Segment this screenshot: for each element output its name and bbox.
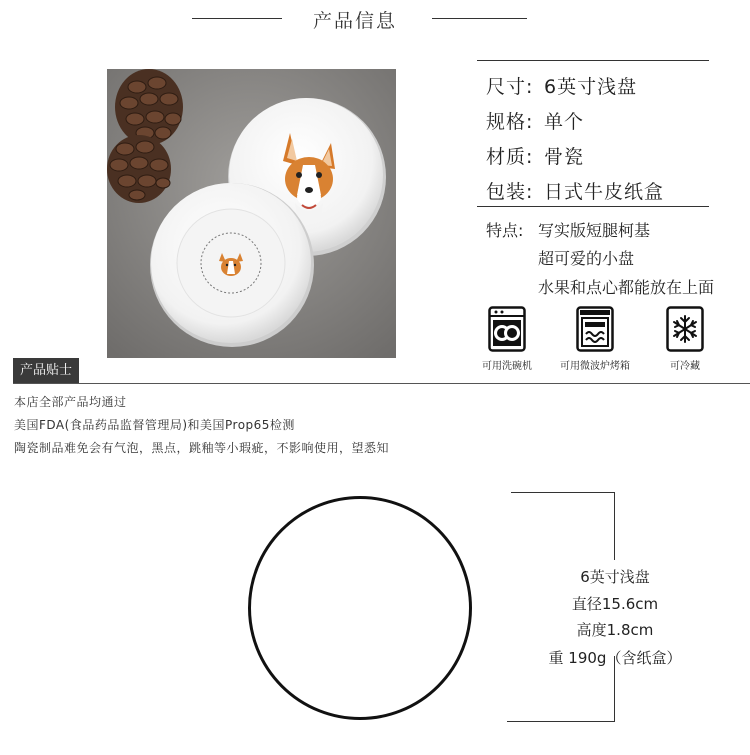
- spec-rule-top: [477, 60, 709, 61]
- product-photo: [107, 69, 396, 358]
- spec-row-quantity: [486, 107, 584, 134]
- feature-line: 写实版短腿柯基: [538, 221, 651, 240]
- dimension-line: 高度1.8cm: [576, 621, 654, 639]
- dimension-line: 6英寸浅盘: [580, 568, 650, 586]
- pinecone-top: [115, 69, 183, 145]
- freezer-icon: [666, 306, 704, 352]
- spec-rule-bottom: [477, 206, 709, 207]
- section-title: 产品信息: [312, 10, 397, 32]
- spec-value: 日式牛皮纸盒: [544, 181, 665, 203]
- tip-line: 美国FDA(食品药品监督管理局)和美国Prop65检测: [14, 418, 295, 432]
- spec-value: 单个: [544, 111, 585, 133]
- feature-line: 超可爱的小盘: [538, 249, 635, 268]
- microwave-icon: [576, 306, 614, 352]
- feature-line: 水果和点心都能放在上面: [538, 278, 715, 297]
- dimension-line: 重 190g（含纸盒）: [548, 649, 682, 667]
- dimension-bracket-top: [511, 492, 614, 493]
- spec-row-size: [486, 72, 637, 99]
- plate-back-view: [150, 183, 314, 347]
- dishwasher-caption: 可用洗碗机: [482, 361, 532, 372]
- title-rule-right: [432, 18, 527, 19]
- spec-row-packaging: [486, 177, 664, 204]
- dimension-bracket-right-top: [614, 492, 615, 560]
- tip-line: 本店全部产品均通过: [14, 395, 127, 409]
- spec-key: 规格:: [486, 111, 534, 133]
- spec-value: 6英寸浅盘: [544, 76, 638, 98]
- dimension-line: 直径15.6cm: [571, 595, 659, 613]
- tips-tag: 产品贴士: [13, 358, 79, 383]
- dishwasher-icon: [488, 306, 526, 352]
- spec-key: 包装:: [486, 181, 534, 203]
- dimension-bracket-bottom: [507, 721, 615, 722]
- pinecone-bottom: [107, 135, 171, 203]
- microwave-caption: 可用微波炉烤箱: [560, 361, 630, 372]
- plate-outline-circle: [248, 496, 472, 720]
- freezer-caption: 可冷藏: [670, 361, 700, 372]
- spec-key: 材质:: [486, 146, 534, 168]
- spec-row-material: [486, 142, 584, 169]
- tips-divider: [13, 383, 750, 384]
- spec-key: 尺寸:: [486, 76, 534, 98]
- spec-value: 骨瓷: [544, 146, 585, 168]
- tip-line: 陶瓷制品难免会有气泡，黑点，跳釉等小瑕疵，不影响使用，望悉知: [14, 441, 390, 455]
- features-label: 特点:: [486, 221, 524, 240]
